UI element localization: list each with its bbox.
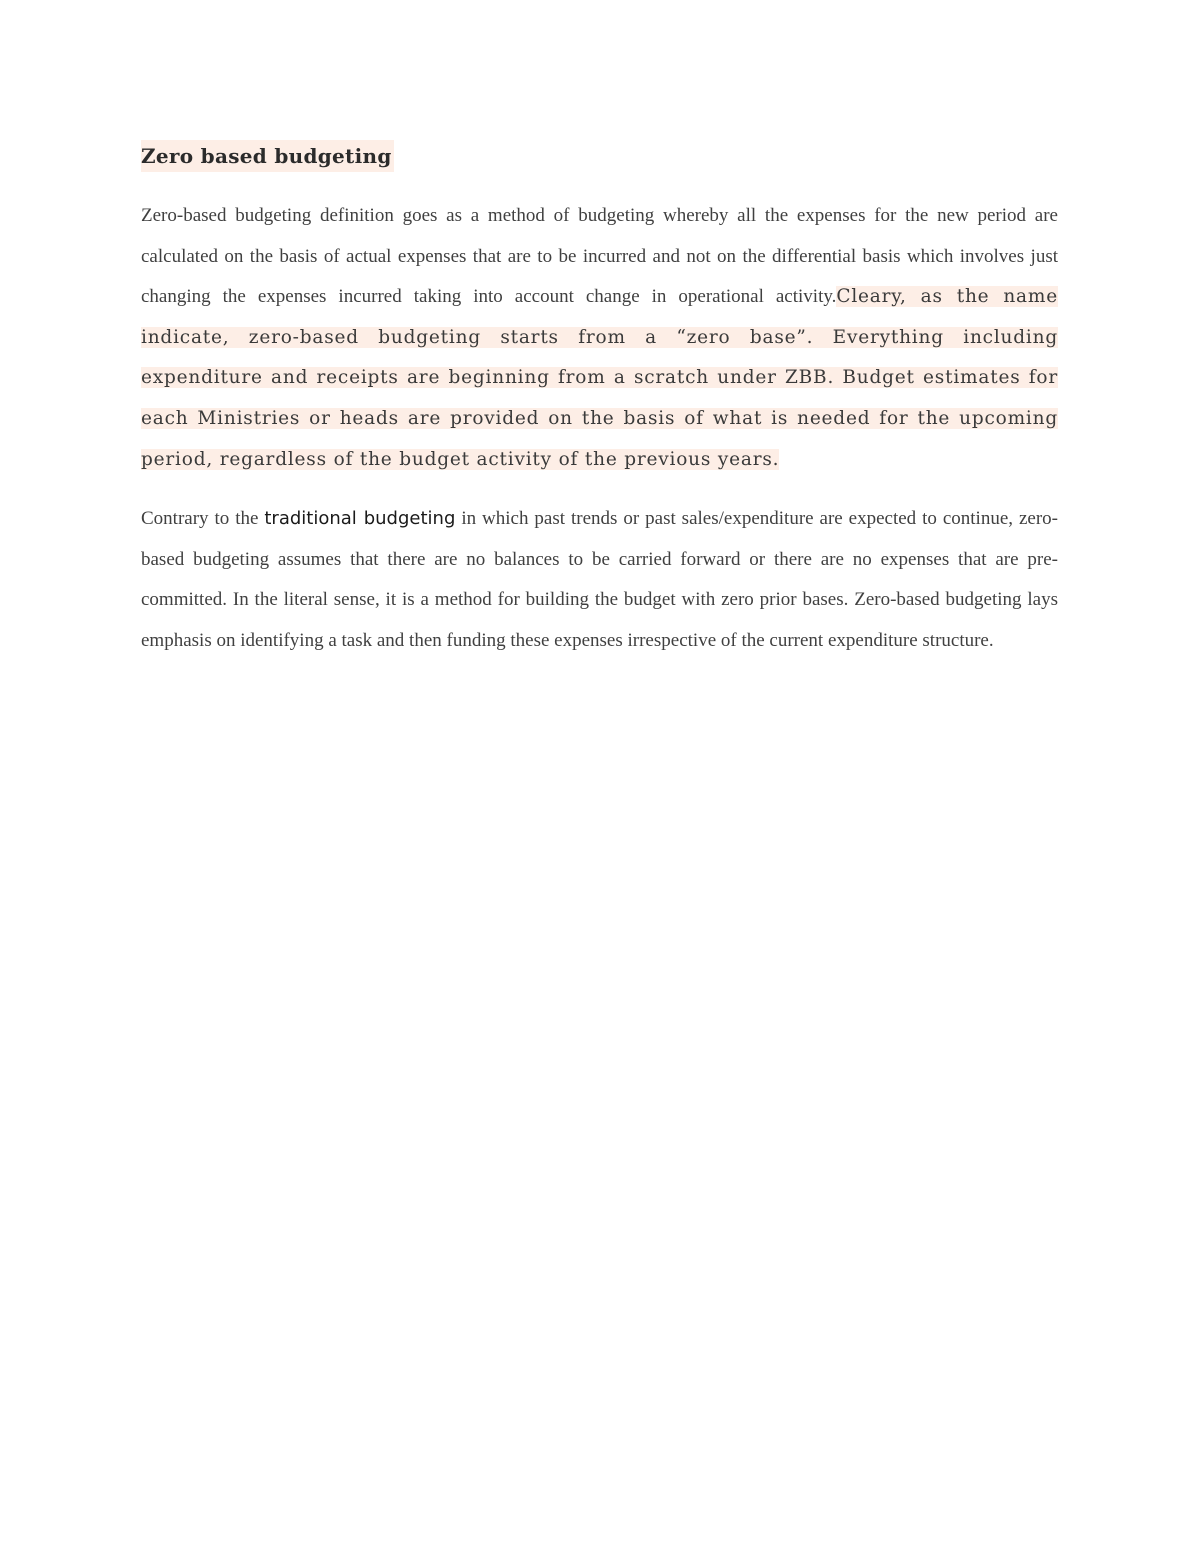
- traditional-budgeting-link[interactable]: traditional budgeting: [264, 508, 456, 530]
- paragraph-contrast-body: in which past trends or past sales/expenditure are expected to continue, zero-based budgeting assumes that there are no balances to be carried forward or there are no expenses that are pre-committed. In the literal sense, it is a method for building the budget with zero prior bases. Zero-based budgeting lays emphasis on identifying a task and then funding these expenses irrespective of the current expenditure structure.: [141, 508, 1058, 651]
- paragraph-definition-text: Zero-based budgeting definition goes as a method of budgeting whereby all the expenses for the new period are calculated on the basis of actual expenses that are to be incurred and not on the differential basis which involves just changing the expenses incurred taking into account change in operational activity.: [141, 205, 1058, 308]
- paragraph-contrast: [141, 499, 1058, 661]
- highlighted-passage: Cleary, as the name indicate, zero-based budgeting starts from a “zero base”. Everything including expenditure and receipts are beginning from a scratch under ZBB. Budget estimates for each Ministries or heads are provided on the basis of what is needed for the upcoming period, regardless of the budget activity of the previous years.: [141, 286, 1058, 470]
- paragraph-definition: [141, 196, 1058, 480]
- paragraph-contrast-intro: Contrary to the: [141, 508, 265, 530]
- document-page: [141, 140, 1058, 681]
- document-title: Zero based budgeting: [141, 140, 394, 172]
